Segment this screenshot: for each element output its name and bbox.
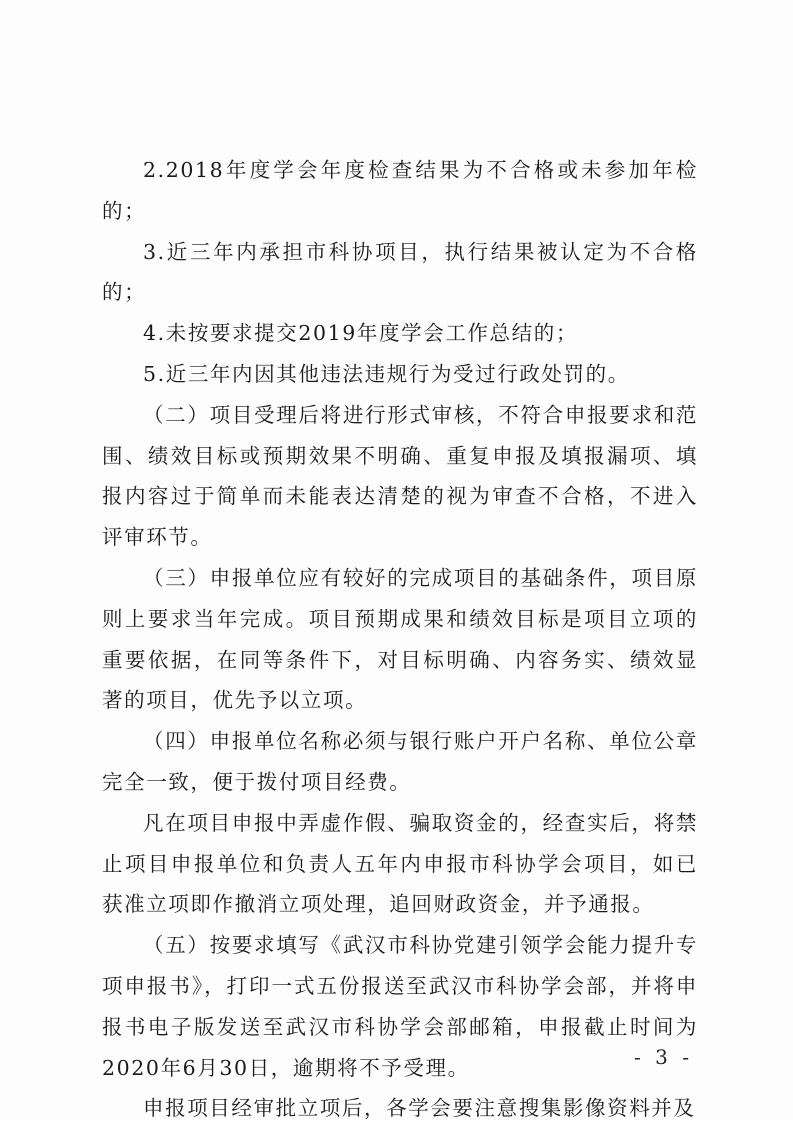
paragraph-closing: 申报项目经审批立项后，各学会要注意搜集影像资料并及 (143, 1096, 696, 1121)
paragraph-section-3: （三）申报单位应有较好的完成项目的基础条件，项目原则上要求当年完成。项目预期成果和绩效目标是项目立项的重要依据，在同等条件下，对目标明确、内容务实、绩效显著的项目，优先予以立项。 (102, 565, 698, 713)
paragraph-item-5: 5.近三年内因其他违法违规行为受过行政处罚的。 (143, 361, 630, 386)
paragraph-penalty: 凡在项目申报中弄虚作假、骗取资金的，经查实后，将禁止项目申报单位和负责人五年内申报市科协学会项目，如已获准立项即作撤消立项处理，追回财政资金，并予通报。 (102, 810, 698, 917)
document-body (102, 150, 698, 1129)
paragraph-item-4: 4.未按要求提交2019年度学会工作总结的； (143, 321, 578, 346)
paragraph-section-4: （四）申报单位名称必须与银行账户开户名称、单位公章完全一致，便于拨付项目经费。 (102, 729, 698, 794)
paragraph-section-5: （五）按要求填写《武汉市科协党建引领学会能力提升专项申报书》，打印一式五份报送至武汉市科协学会部，并将申报书电子版发送至武汉市科协学会部邮箱，申报截止时间为2020年6月30日，逾期将不予受理。 (102, 933, 698, 1080)
paragraph-section-2: （二）项目受理后将进行形式审核，不符合申报要求和范围、绩效目标或预期效果不明确、重复申报及填报漏项、填报内容过于简单而未能表达清楚的视为审查不合格，不进入评审环节。 (102, 402, 698, 550)
paragraph-item-2: 2.2018年度学会年度检查结果为不合格或未参加年检的； (102, 158, 698, 223)
page-number: - 3 - (634, 1045, 693, 1069)
paragraph-item-3: 3.近三年内承担市科协项目，执行结果被认定为不合格的； (102, 239, 698, 305)
